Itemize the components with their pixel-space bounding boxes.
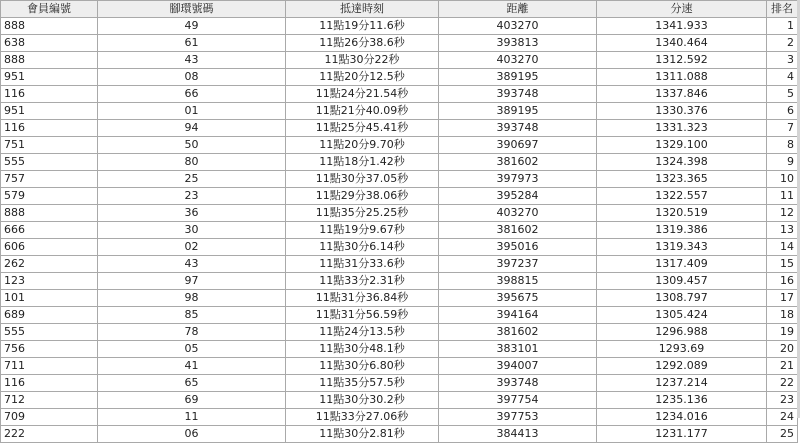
speed-cell: 1317.409: [597, 256, 767, 273]
distance-cell: 393748: [439, 86, 597, 103]
arrival-time-cell: 11點30分37.05秒: [286, 171, 439, 188]
rank-cell: 12: [767, 205, 798, 222]
distance-cell: 394007: [439, 358, 597, 375]
distance-cell: 397754: [439, 392, 597, 409]
table-row[interactable]: [1, 256, 798, 273]
speed-cell: 1319.343: [597, 239, 767, 256]
arrival-time-cell: 11點21分40.09秒: [286, 103, 439, 120]
arrival-time-cell: 11點30分22秒: [286, 52, 439, 69]
rank-cell: 15: [767, 256, 798, 273]
member-id-cell: 579: [1, 188, 98, 205]
member-id-cell: 222: [1, 426, 98, 443]
rank-cell: 22: [767, 375, 798, 392]
arrival-time-cell: 11點30分2.81秒: [286, 426, 439, 443]
distance-cell: 397237: [439, 256, 597, 273]
speed-cell: 1308.797: [597, 290, 767, 307]
ring-number-cell: 69: [98, 392, 286, 409]
arrival-time-cell: 11點19分9.67秒: [286, 222, 439, 239]
column-header-rank[interactable]: 排名: [767, 1, 798, 18]
ring-number-cell: 06: [98, 426, 286, 443]
arrival-time-cell: 11點30分48.1秒: [286, 341, 439, 358]
ring-number-cell: 11: [98, 409, 286, 426]
speed-cell: 1329.100: [597, 137, 767, 154]
ring-number-cell: 05: [98, 341, 286, 358]
ring-number-cell: 98: [98, 290, 286, 307]
rank-cell: 8: [767, 137, 798, 154]
speed-cell: 1337.846: [597, 86, 767, 103]
arrival-time-cell: 11點26分38.6秒: [286, 35, 439, 52]
speed-cell: 1312.592: [597, 52, 767, 69]
table-row[interactable]: [1, 409, 798, 426]
table-row[interactable]: [1, 120, 798, 137]
ring-number-cell: 66: [98, 86, 286, 103]
member-id-cell: 712: [1, 392, 98, 409]
member-id-cell: 262: [1, 256, 98, 273]
member-id-cell: 711: [1, 358, 98, 375]
rank-cell: 10: [767, 171, 798, 188]
arrival-time-cell: 11點19分11.6秒: [286, 18, 439, 35]
rank-cell: 5: [767, 86, 798, 103]
speed-cell: 1292.089: [597, 358, 767, 375]
ring-number-cell: 78: [98, 324, 286, 341]
member-id-cell: 101: [1, 290, 98, 307]
ring-number-cell: 23: [98, 188, 286, 205]
speed-cell: 1331.323: [597, 120, 767, 137]
ring-number-cell: 49: [98, 18, 286, 35]
ring-number-cell: 50: [98, 137, 286, 154]
distance-cell: 390697: [439, 137, 597, 154]
member-id-cell: 951: [1, 103, 98, 120]
distance-cell: 381602: [439, 324, 597, 341]
arrival-time-cell: 11點29分38.06秒: [286, 188, 439, 205]
distance-cell: 393748: [439, 120, 597, 137]
rank-cell: 1: [767, 18, 798, 35]
arrival-time-cell: 11點31分56.59秒: [286, 307, 439, 324]
ring-number-cell: 80: [98, 154, 286, 171]
speed-cell: 1322.557: [597, 188, 767, 205]
speed-cell: 1305.424: [597, 307, 767, 324]
distance-cell: 383101: [439, 341, 597, 358]
table-row[interactable]: [1, 154, 798, 171]
distance-cell: 393748: [439, 375, 597, 392]
member-id-cell: 116: [1, 120, 98, 137]
distance-cell: 389195: [439, 103, 597, 120]
rank-cell: 9: [767, 154, 798, 171]
table-row[interactable]: [1, 171, 798, 188]
member-id-cell: 123: [1, 273, 98, 290]
table-body: [1, 18, 798, 443]
arrival-time-cell: 11點24分21.54秒: [286, 86, 439, 103]
rank-cell: 4: [767, 69, 798, 86]
distance-cell: 395016: [439, 239, 597, 256]
rank-cell: 16: [767, 273, 798, 290]
speed-cell: 1319.386: [597, 222, 767, 239]
ring-number-cell: 85: [98, 307, 286, 324]
arrival-time-cell: 11點33分27.06秒: [286, 409, 439, 426]
ring-number-cell: 25: [98, 171, 286, 188]
rank-cell: 19: [767, 324, 798, 341]
distance-cell: 403270: [439, 18, 597, 35]
member-id-cell: 116: [1, 375, 98, 392]
rank-cell: 20: [767, 341, 798, 358]
table-row[interactable]: [1, 137, 798, 154]
column-header-ring-number[interactable]: 腳環號碼: [98, 1, 286, 18]
arrival-time-cell: 11點30分6.14秒: [286, 239, 439, 256]
distance-cell: 397753: [439, 409, 597, 426]
arrival-time-cell: 11點25分45.41秒: [286, 120, 439, 137]
member-id-cell: 951: [1, 69, 98, 86]
table-row[interactable]: [1, 307, 798, 324]
rank-cell: 2: [767, 35, 798, 52]
arrival-time-cell: 11點31分33.6秒: [286, 256, 439, 273]
speed-cell: 1309.457: [597, 273, 767, 290]
distance-cell: 393813: [439, 35, 597, 52]
rank-cell: 17: [767, 290, 798, 307]
ring-number-cell: 30: [98, 222, 286, 239]
distance-cell: 395284: [439, 188, 597, 205]
rank-cell: 11: [767, 188, 798, 205]
table-row[interactable]: [1, 239, 798, 256]
distance-cell: 381602: [439, 222, 597, 239]
table-row[interactable]: [1, 290, 798, 307]
table-row[interactable]: [1, 273, 798, 290]
column-header-distance[interactable]: 距離: [439, 1, 597, 18]
member-id-cell: 555: [1, 154, 98, 171]
ring-number-cell: 41: [98, 358, 286, 375]
ring-number-cell: 61: [98, 35, 286, 52]
member-id-cell: 555: [1, 324, 98, 341]
distance-cell: 394164: [439, 307, 597, 324]
column-header-arrival-time[interactable]: 抵達時刻: [286, 1, 439, 18]
ring-number-cell: 43: [98, 256, 286, 273]
table-row[interactable]: [1, 426, 798, 443]
arrival-time-cell: 11點18分1.42秒: [286, 154, 439, 171]
speed-cell: 1340.464: [597, 35, 767, 52]
table-row[interactable]: [1, 205, 798, 222]
rank-cell: 14: [767, 239, 798, 256]
rank-cell: 3: [767, 52, 798, 69]
ring-number-cell: 02: [98, 239, 286, 256]
speed-cell: 1235.136: [597, 392, 767, 409]
table-header: [1, 1, 798, 18]
table-row[interactable]: [1, 222, 798, 239]
distance-cell: 398815: [439, 273, 597, 290]
arrival-time-cell: 11點31分36.84秒: [286, 290, 439, 307]
ring-number-cell: 94: [98, 120, 286, 137]
table-row[interactable]: [1, 392, 798, 409]
member-id-cell: 888: [1, 52, 98, 69]
distance-cell: 395675: [439, 290, 597, 307]
arrival-time-cell: 11點30分30.2秒: [286, 392, 439, 409]
rank-cell: 23: [767, 392, 798, 409]
member-id-cell: 709: [1, 409, 98, 426]
speed-cell: 1231.177: [597, 426, 767, 443]
table-row[interactable]: [1, 86, 798, 103]
arrival-time-cell: 11點35分25.25秒: [286, 205, 439, 222]
speed-cell: 1234.016: [597, 409, 767, 426]
table-row[interactable]: [1, 52, 798, 69]
rank-cell: 6: [767, 103, 798, 120]
member-id-cell: 666: [1, 222, 98, 239]
distance-cell: 389195: [439, 69, 597, 86]
distance-cell: 384413: [439, 426, 597, 443]
speed-cell: 1293.69: [597, 341, 767, 358]
column-header-speed[interactable]: 分速: [597, 1, 767, 18]
distance-cell: 403270: [439, 52, 597, 69]
ring-number-cell: 08: [98, 69, 286, 86]
rank-cell: 25: [767, 426, 798, 443]
ring-number-cell: 97: [98, 273, 286, 290]
rank-cell: 24: [767, 409, 798, 426]
distance-cell: 397973: [439, 171, 597, 188]
column-header-member-id[interactable]: 會員編號: [1, 1, 98, 18]
speed-cell: 1324.398: [597, 154, 767, 171]
header-row: [1, 1, 798, 18]
member-id-cell: 756: [1, 341, 98, 358]
ring-number-cell: 36: [98, 205, 286, 222]
speed-cell: 1296.988: [597, 324, 767, 341]
table-row[interactable]: [1, 341, 798, 358]
member-id-cell: 606: [1, 239, 98, 256]
ring-number-cell: 43: [98, 52, 286, 69]
ring-number-cell: 65: [98, 375, 286, 392]
member-id-cell: 888: [1, 18, 98, 35]
table-row[interactable]: [1, 35, 798, 52]
speed-cell: 1323.365: [597, 171, 767, 188]
arrival-time-cell: 11點33分2.31秒: [286, 273, 439, 290]
table-row[interactable]: [1, 375, 798, 392]
member-id-cell: 751: [1, 137, 98, 154]
speed-cell: 1237.214: [597, 375, 767, 392]
rank-cell: 18: [767, 307, 798, 324]
member-id-cell: 757: [1, 171, 98, 188]
arrival-time-cell: 11點20分9.70秒: [286, 137, 439, 154]
table-row[interactable]: [1, 188, 798, 205]
ring-number-cell: 01: [98, 103, 286, 120]
table-row[interactable]: [1, 324, 798, 341]
speed-cell: 1311.088: [597, 69, 767, 86]
member-id-cell: 116: [1, 86, 98, 103]
table-row[interactable]: [1, 103, 798, 120]
table-row[interactable]: [1, 69, 798, 86]
member-id-cell: 689: [1, 307, 98, 324]
arrival-time-cell: 11點35分57.5秒: [286, 375, 439, 392]
arrival-time-cell: 11點20分12.5秒: [286, 69, 439, 86]
speed-cell: 1330.376: [597, 103, 767, 120]
arrival-time-cell: 11點30分6.80秒: [286, 358, 439, 375]
distance-cell: 381602: [439, 154, 597, 171]
table-row[interactable]: [1, 18, 798, 35]
member-id-cell: 888: [1, 205, 98, 222]
rank-cell: 7: [767, 120, 798, 137]
speed-cell: 1341.933: [597, 18, 767, 35]
rank-cell: 13: [767, 222, 798, 239]
distance-cell: 403270: [439, 205, 597, 222]
speed-cell: 1320.519: [597, 205, 767, 222]
rank-cell: 21: [767, 358, 798, 375]
table-row[interactable]: [1, 358, 798, 375]
member-id-cell: 638: [1, 35, 98, 52]
arrival-time-cell: 11點24分13.5秒: [286, 324, 439, 341]
